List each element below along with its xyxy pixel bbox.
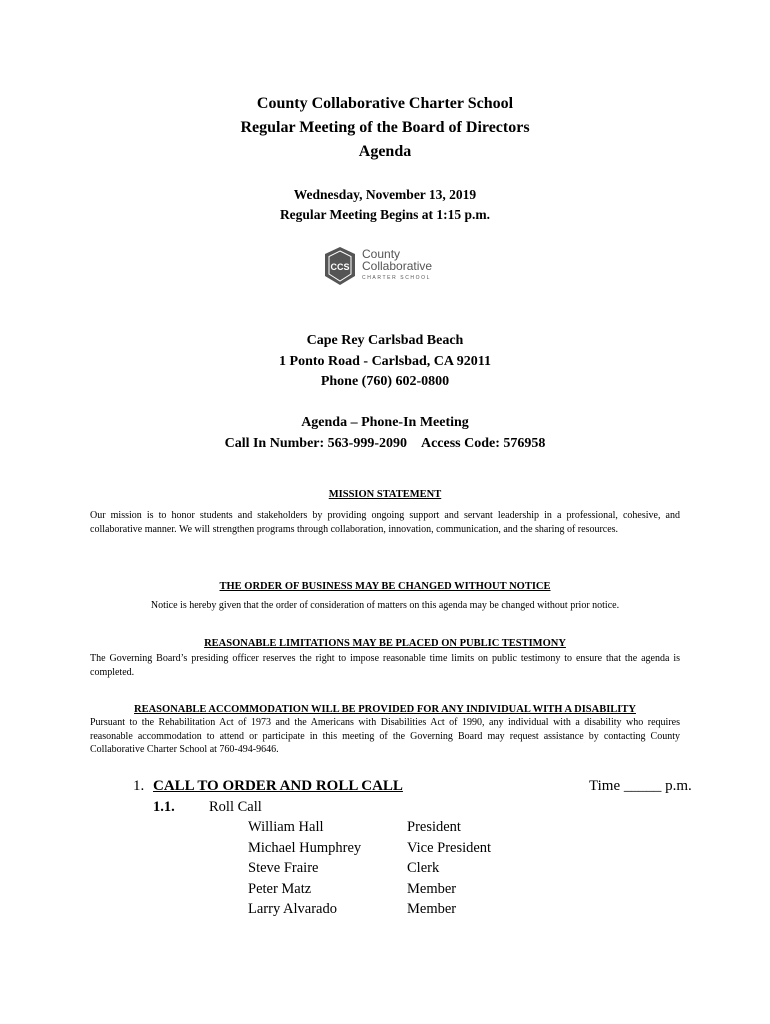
member-name: William Hall [248,819,324,835]
meeting-location [0,331,770,393]
mission-text: Our mission is to honor students and stakeholders by providing ongoing support and servant leadership in a professional, cohesive, and collaborative manner. We will strengthen programs through collaboration, innovation, communication, and the sharing of resources. [90,510,680,535]
logo-line-1: County [362,247,401,261]
section-1-number: 1. [133,778,145,794]
location-phone: Phone (760) 602-0800 [320,374,450,389]
location-name: Cape Rey Carlsbad Beach [306,333,464,348]
member-name: Michael Humphrey [248,839,362,856]
subsection-number: 1.1. [153,799,175,815]
member-role: Vice President [407,839,492,856]
order-text: Notice is hereby given that the order of consideration of matters on this agenda may be changed without prior notice. [150,600,620,611]
logo-shield-icon [322,246,358,286]
phone-in-info [0,413,770,454]
member-name: Peter Matz [248,880,312,897]
member-role: Clerk [407,860,440,876]
section-1-title: CALL TO ORDER AND ROLL CALL [153,778,403,794]
member-name: Larry Alvarado [248,901,337,917]
logo-wordmark [362,248,432,283]
call-in-number: Call In Number: 563-999-2090 [224,435,407,451]
school-logo [322,246,452,288]
member-role: Member [407,880,457,897]
order-heading: THE ORDER OF BUSINESS MAY BE CHANGED WITHOUT NOTICE [219,581,551,592]
accommodation-text: Pursuant to the Rehabilitation Act of 1973 and the Americans with Disabilities Act of 1990, any individual with a disability who requires reasonable accommodation to attend or participate in this meeting of the Governing Board may request assistance by contacting County Collaborative Charter School at 760-494-9646. [90,717,680,755]
title-line-2: Regular Meeting of the Board of Directors [240,119,530,136]
logo-monogram: CCS [330,262,350,272]
phone-in-numbers [0,434,770,455]
title-line-1: County Collaborative Charter School [256,95,514,112]
member-role: Member [407,901,457,917]
phone-in-title: Agenda – Phone-In Meeting [301,415,469,430]
access-code: Access Code: 576958 [420,435,546,451]
member-role: President [407,819,461,835]
meeting-start: Regular Meeting Begins at 1:15 p.m. [279,207,491,222]
limitations-text: The Governing Board’s presiding officer reserves the right to impose reasonable time limits on public testimony to ensure that the agenda is completed. [90,653,680,678]
mission-heading: MISSION STATEMENT [328,489,442,500]
member-name: Steve Fraire [248,860,319,876]
location-address: 1 Ponto Road - Carlsbad, CA 92011 [279,353,491,369]
limitations-heading: REASONABLE LIMITATIONS MAY BE PLACED ON PUBLIC TESTIMONY [204,638,566,649]
logo-line-2: Collaborative [362,259,433,273]
document-title [0,92,770,164]
subsection-title: Roll Call [209,799,262,815]
meeting-datetime [0,185,770,225]
meeting-date: Wednesday, November 13, 2019 [293,187,477,202]
logo-line-3: CHARTER SCHOOL [362,275,431,281]
accommodation-heading: REASONABLE ACCOMMODATION WILL BE PROVIDED FOR ANY INDIVIDUAL WITH A DISABILITY [134,704,636,715]
title-line-3: Agenda [358,143,412,160]
section-1-time: Time _____ p.m. [589,778,692,794]
